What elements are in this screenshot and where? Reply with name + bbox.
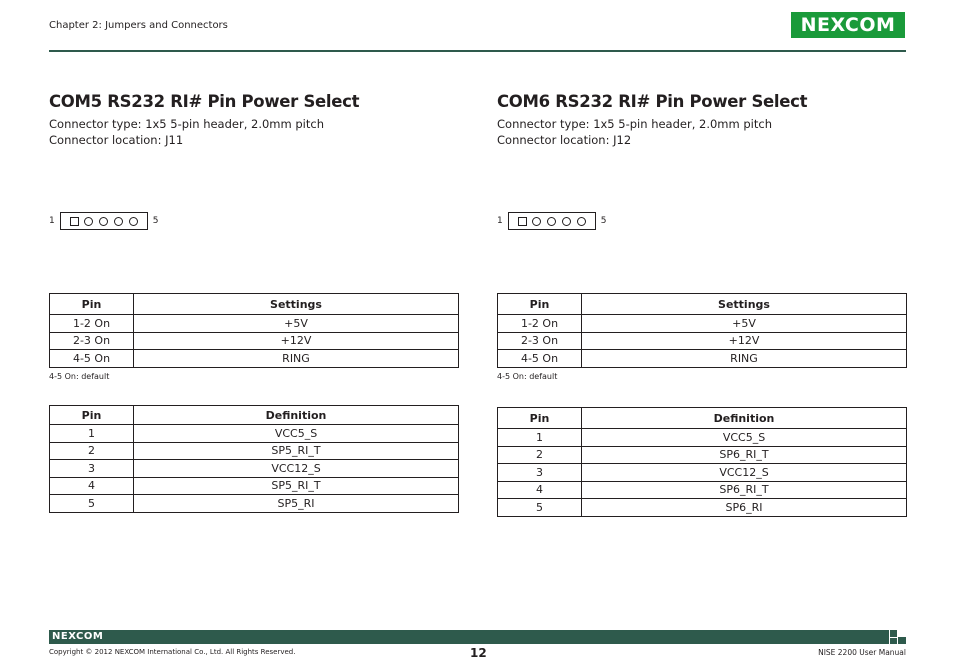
table-row: [50, 477, 459, 495]
table-row: [498, 315, 907, 333]
cell-pin: 2: [50, 442, 134, 460]
footer-logo: NEXCOM: [52, 631, 104, 642]
footer-bar: [49, 630, 889, 644]
cell-pin: 4: [50, 477, 134, 495]
pin-end-label: 5: [152, 216, 159, 226]
pin-start-label: 1: [497, 216, 503, 226]
cell-value: +5V: [134, 315, 459, 333]
header-settings: Settings: [582, 294, 907, 315]
copyright-text: Copyright © 2012 NEXCOM International Co., Ltd. All Rights Reserved.: [49, 648, 296, 656]
pin-circle-icon: [562, 217, 571, 226]
cell-value: VCC5_S: [134, 425, 459, 443]
table-row: [498, 481, 907, 499]
default-note: 4-5 On: default: [49, 372, 110, 381]
connector-location: Connector location: J11: [49, 133, 184, 147]
cell-pin: 1: [50, 425, 134, 443]
cell-pin: 5: [50, 495, 134, 513]
cell-pin: 1-2 On: [498, 315, 582, 333]
definition-table: [49, 405, 459, 513]
pin-square-icon: [70, 217, 79, 226]
section-title: COM5 RS232 RI# Pin Power Select: [49, 92, 360, 111]
section-com6: [497, 92, 907, 148]
cell-value: VCC5_S: [582, 429, 907, 447]
pin-header-box: [60, 212, 148, 230]
settings-table: [497, 293, 907, 368]
table-header-row: [50, 406, 459, 425]
table-row: [498, 332, 907, 350]
section-title: COM6 RS232 RI# Pin Power Select: [497, 92, 808, 111]
table-row: [498, 429, 907, 447]
table-row: [498, 446, 907, 464]
table-row: [498, 350, 907, 368]
table-header-row: [498, 294, 907, 315]
cell-value: RING: [134, 350, 459, 368]
pin-circle-icon: [99, 217, 108, 226]
chapter-title: Chapter 2: Jumpers and Connectors: [49, 20, 228, 31]
cell-value: SP6_RI_T: [582, 446, 907, 464]
header-definition: Definition: [582, 408, 907, 429]
cell-pin: 3: [498, 464, 582, 482]
table-row: [50, 315, 459, 333]
pin-circle-icon: [532, 217, 541, 226]
cell-pin: 1: [498, 429, 582, 447]
table-row: [50, 350, 459, 368]
pin-circle-icon: [114, 217, 123, 226]
header-definition: Definition: [134, 406, 459, 425]
nexcom-logo-text: NEXCOM: [792, 13, 904, 37]
pin-circle-icon: [577, 217, 586, 226]
connector-type: Connector type: 1x5 5-pin header, 2.0mm pitch: [497, 117, 772, 131]
cell-value: SP5_RI: [134, 495, 459, 513]
header-pin: Pin: [498, 408, 582, 429]
footer-squares-icon: [890, 630, 906, 644]
cell-pin: 1-2 On: [50, 315, 134, 333]
table-row: [498, 499, 907, 517]
pin-header-diagram: [49, 212, 158, 230]
pin-square-icon: [518, 217, 527, 226]
manual-name: NISE 2200 User Manual: [818, 648, 906, 657]
pin-end-label: 5: [600, 216, 607, 226]
cell-value: SP6_RI: [582, 499, 907, 517]
connector-type: Connector type: 1x5 5-pin header, 2.0mm pitch: [49, 117, 324, 131]
pin-circle-icon: [129, 217, 138, 226]
definition-table: [497, 407, 907, 517]
cell-pin: 3: [50, 460, 134, 478]
header-pin: Pin: [50, 294, 134, 315]
nexcom-logo: [791, 12, 905, 38]
header-settings: Settings: [134, 294, 459, 315]
header-pin: Pin: [498, 294, 582, 315]
pin-circle-icon: [84, 217, 93, 226]
cell-pin: 2-3 On: [50, 332, 134, 350]
cell-pin: 2-3 On: [498, 332, 582, 350]
table-header-row: [50, 294, 459, 315]
table-row: [50, 495, 459, 513]
cell-value: +12V: [134, 332, 459, 350]
section-com5: [49, 92, 459, 148]
settings-table: [49, 293, 459, 368]
cell-pin: 4: [498, 481, 582, 499]
pin-header-diagram: [497, 212, 606, 230]
cell-value: RING: [582, 350, 907, 368]
table-row: [498, 464, 907, 482]
table-row: [50, 332, 459, 350]
header-divider: [49, 50, 906, 52]
pin-start-label: 1: [49, 216, 55, 226]
cell-value: SP5_RI_T: [134, 477, 459, 495]
cell-value: SP5_RI_T: [134, 442, 459, 460]
cell-pin: 5: [498, 499, 582, 517]
default-note: 4-5 On: default: [497, 372, 558, 381]
cell-pin: 4-5 On: [498, 350, 582, 368]
page-number: 12: [470, 646, 487, 660]
cell-value: +12V: [582, 332, 907, 350]
cell-pin: 2: [498, 446, 582, 464]
connector-location: Connector location: J12: [497, 133, 632, 147]
table-row: [50, 442, 459, 460]
cell-value: VCC12_S: [134, 460, 459, 478]
cell-value: SP6_RI_T: [582, 481, 907, 499]
header-pin: Pin: [50, 406, 134, 425]
pin-circle-icon: [547, 217, 556, 226]
table-row: [50, 460, 459, 478]
cell-pin: 4-5 On: [50, 350, 134, 368]
pin-header-box: [508, 212, 596, 230]
table-header-row: [498, 408, 907, 429]
cell-value: +5V: [582, 315, 907, 333]
cell-value: VCC12_S: [582, 464, 907, 482]
table-row: [50, 425, 459, 443]
